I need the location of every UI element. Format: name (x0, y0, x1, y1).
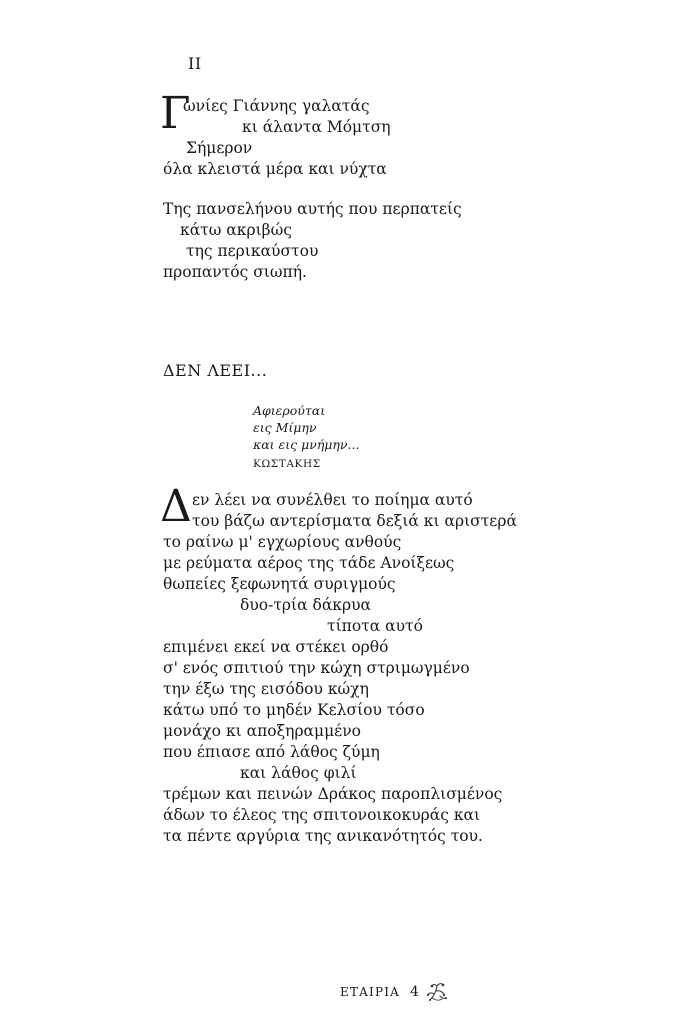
page-number: 4 (410, 984, 421, 1000)
poem2-title: ΔΕΝ ΛΕΕΙ... (163, 361, 268, 380)
poem2-line: δυο-τρία δάκρυα (240, 596, 371, 614)
section-number: ΙΙ (188, 54, 202, 73)
poem2-line: και λάθος φιλί (240, 764, 357, 782)
floral-ornament-icon (422, 978, 452, 1008)
poem1-line: όλα κλειστά μέρα και νύχτα (163, 160, 387, 178)
poem2-line: την έξω της εισόδου κώχη (163, 680, 369, 698)
poem1-line: της περικαύστου (186, 242, 319, 260)
poem2-line: τίποτα αυτό (327, 617, 423, 635)
dedication-signature: ΚΩΣΤΑΚΗΣ (253, 458, 321, 470)
poem2-line: μονάχο κι αποξηραμμένο (163, 722, 361, 740)
poem2-line: του βάζω αντερίσματα δεξιά κι αριστερά (192, 512, 517, 530)
poem1-line: ωνίες Γιάννης γαλατάς (183, 97, 370, 115)
poem1-line: κάτω ακριβώς (180, 221, 292, 239)
poem1-line: Της πανσελήνου αυτής που περπατείς (163, 200, 462, 218)
poem1-drop-cap: Γ (160, 88, 191, 139)
poem2-line: άδων το έλεος της σπιτονοικοκυράς και (163, 806, 481, 824)
dedication-line: Αφιερούται (253, 403, 326, 418)
poem1-line: Σήμερον (186, 139, 253, 157)
poem2-line: το ραίνω μ' εγχωρίους ανθούς (163, 533, 402, 551)
journal-name: ΕΤΑΙΡΙΑ (340, 985, 401, 999)
poem2-line: τα πέντε αργύρια της ανικανότητός του. (163, 827, 483, 845)
poem2-line: με ρεύματα αέρος της τάδε Ανοίξεως (163, 554, 455, 572)
poem2-line: κάτω υπό το μηδέν Κελσίου τόσο (163, 701, 425, 719)
poem2-drop-cap: Δ (160, 481, 192, 532)
poem2-line: σ' ενός σπιτιού την κώχη στριμωγμένο (163, 659, 470, 677)
poem2-line: θωπείες ξεφωνητά συριγμούς (163, 575, 396, 593)
dedication-line: εις Μίμην (253, 420, 317, 435)
poem2-line: που έπιασε από λάθος ζύμη (163, 743, 380, 761)
poem2-line: τρέμων και πεινών Δράκος παροπλισμένος (163, 785, 503, 803)
dedication-line: και εις μνήμην... (253, 437, 360, 452)
poem2-line: επιμένει εκεί να στέκει ορθό (163, 638, 389, 656)
poem1-line: κι άλαντα Μόμτση (242, 118, 391, 136)
poem2-line: εν λέει να συνέλθει το ποίημα αυτό (192, 491, 473, 509)
poem1-line: προπαντός σιωπή. (163, 263, 307, 281)
